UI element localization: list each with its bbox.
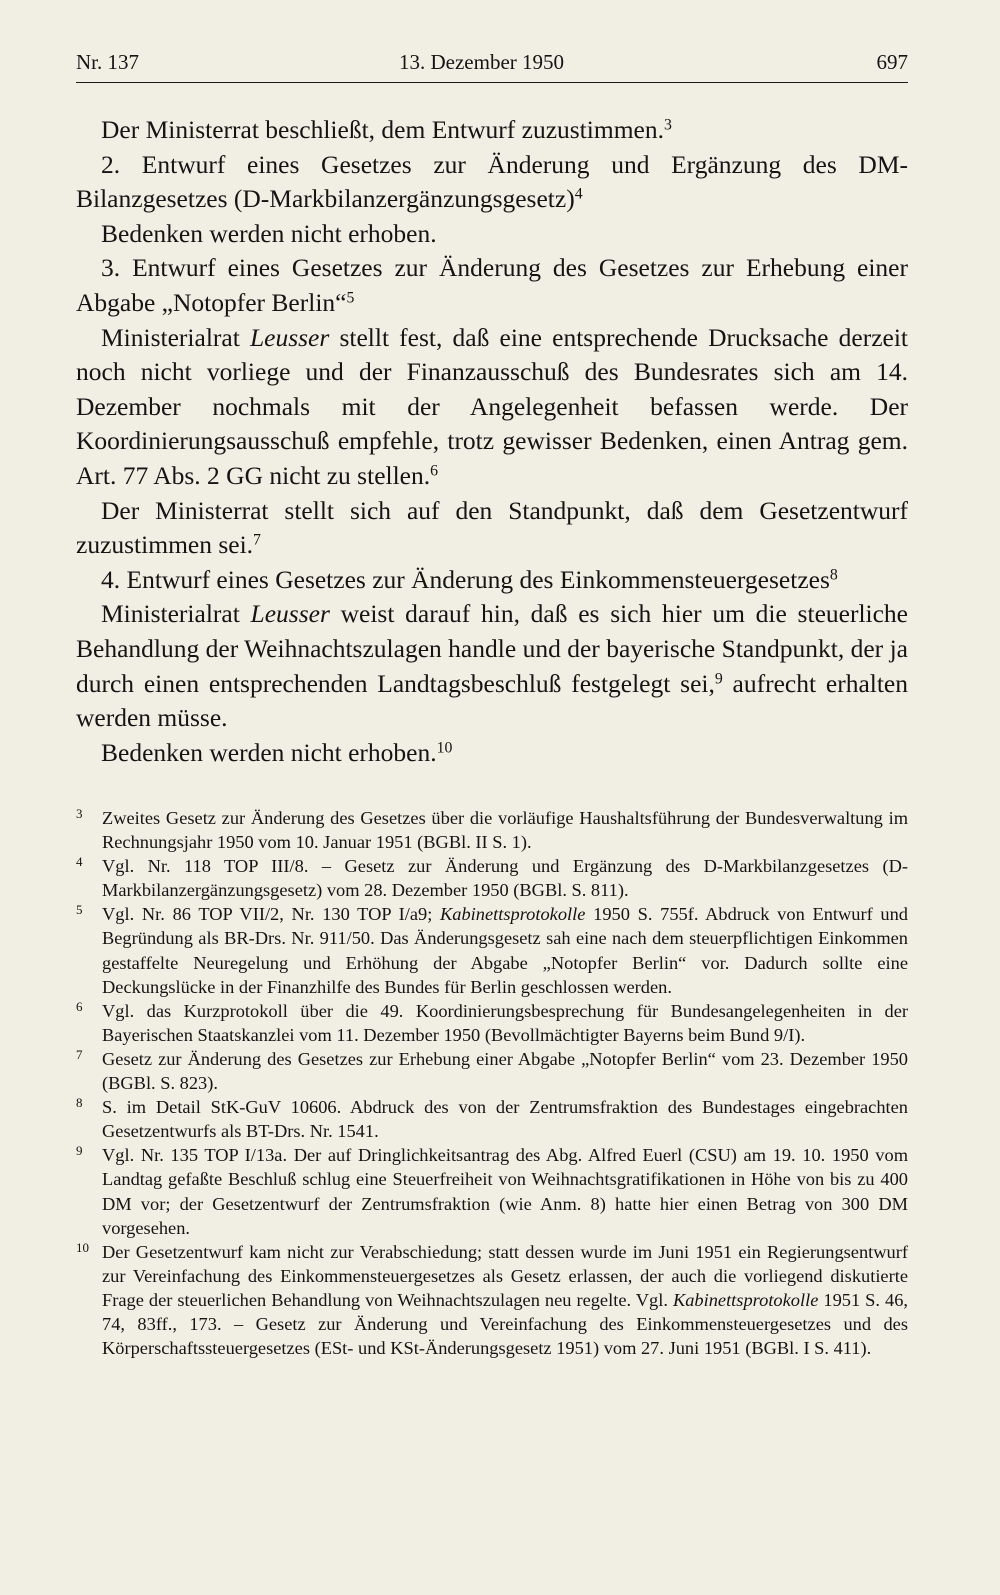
- main-text: [76, 113, 908, 770]
- footnote-4: 4 Vgl. Nr. 118 TOP III/8. – Gesetz zur Änderung und Ergänzung des D-Markbilanzgesetzes (D-Markbilanzergänzungsgesetz) vom 28. Dezember 1950 (BGBl. S. 811).: [76, 854, 908, 901]
- paragraph-resolution-2: Der Ministerrat stellt sich auf den Standpunkt, daß dem Gesetzentwurf zuzustimmen sei.$^7$: [76, 495, 908, 560]
- paragraph-leusser-2: Ministerialrat Leusser weist darauf hin, daß es sich hier um die steuerliche Behandlung der Weihnachtszulagen handle und der bayerische Standpunkt, der ja durch einen entsprechenden Landtagsbeschluß festgelegt sei,$^9$ aufrecht erhalten werden müsse.: [76, 599, 908, 733]
- footnote-ref: 7: [253, 531, 261, 549]
- footnote-6: 6 Vgl. das Kurzprotokoll über die 49. Koordinierungsbesprechung für Bundesangelegenheiten in der Bayerischen Staatskanzlei vom 11. Dezember 1950 (Bevollmächtigter Bayerns beim Bund 9/I).: [76, 998, 908, 1045]
- footnote-3: 3 Zweites Gesetz zur Änderung des Gesetzes über die vorläufige Haushaltsführung der Bundesverwaltung im Rechnungsjahr 1950 vom 10. Januar 1951 (BGBl. II S. 1).: [76, 806, 908, 853]
- footnote-ref: 9: [714, 669, 723, 687]
- paragraph-resolution-1: Der Ministerrat beschließt, dem Entwurf zuzustimmen.$^3$: [101, 115, 672, 144]
- publication-title: Kabinettsprotokolle: [672, 1289, 819, 1310]
- document-date: 13. Dezember 1950: [399, 50, 565, 74]
- footnote-ref: 8: [829, 566, 838, 584]
- header-rule: [76, 82, 908, 83]
- agenda-item-2: 2. Entwurf eines Gesetzes zur Änderung und Ergänzung des DM-Bilanzgesetzes (D-Markbilanzergänzungsgesetz)$^4$: [76, 149, 908, 214]
- person-name: Leusser: [249, 322, 330, 352]
- person-name: Leusser: [250, 599, 330, 629]
- footnote-8: 8 S. im Detail StK-GuV 10606. Abdruck des von der Zentrumsfraktion des Bundestages eingebrachten Gesetzentwurfs als BT-Drs. Nr. 1541.: [76, 1095, 908, 1142]
- footnotes: [76, 806, 908, 1360]
- running-header: [76, 50, 908, 78]
- publication-title: Kabinettsprotokolle: [440, 904, 586, 925]
- footnote-ref: 5: [346, 289, 355, 307]
- paragraph-leusser-1: Ministerialrat Leusser stellt fest, daß eine entsprechende Drucksache derzeit noch nicht vorliege und der Finanzausschuß des Bundesrates sich am 14. Dezember nochmals mit der Angelegenheit befassen werde. Der Koordinierungsausschuß empfehle, trotz gewisser Bedenken, einen Antrag gem. Art. 77 Abs. 2 GG nicht zu stellen.$^6$: [76, 322, 908, 490]
- footnote-7: 7 Gesetz zur Änderung des Gesetzes zur Erhebung einer Abgabe „Notopfer Berlin“ vom 23. Dezember 1950 (BGBl. S. 823).: [76, 1046, 908, 1094]
- footnote-ref: 10: [436, 739, 453, 756]
- footnote-10: 10 Der Gesetzentwurf kam nicht zur Verabschiedung; statt dessen wurde im Juni 1951 ein Regierungsentwurf zur Vereinfachung des Einkommensteuergesetzes als Gesetz erlassen, der auch die vorliegend diskutierte Frage der steuerlichen Behandlung von Weihnachtszulagen neu regelte. Vgl. Kabinettsprotokolle 1951 S. 46, 74, 83ff., 173. – Gesetz zur Änderung und Vereinfachung des Einkommensteuergesetzes und des Körperschaftssteuergesetzes (ESt- und KSt-Änderungsgesetz 1951) vom 27. Juni 1951 (BGBl. I S. 411).: [76, 1239, 908, 1359]
- paragraph-no-objections-2: Bedenken werden nicht erhoben.$^{10}$: [101, 737, 453, 767]
- footnote-9: 9 Vgl. Nr. 135 TOP I/13a. Der auf Dringlichkeitsantrag des Abg. Alfred Euerl (CSU) am 19. 10. 1950 vom Landtag gefaßte Beschluß schlug eine Steuerfreiheit von Weihnachtsgratifikationen in Höhe von bis zu 400 DM vor; der Gesetzentwurf der Zentrumsfraktion (wie Anm. 8) hatte hier einen Betrag von 300 DM vorgesehen.: [76, 1143, 908, 1238]
- footnote-ref: 4: [574, 185, 583, 203]
- footnote-5: 5 Vgl. Nr. 86 TOP VII/2, Nr. 130 TOP I/a9; Kabinettsprotokolle 1950 S. 755f. Abdruck von Entwurf und Begründung als BR-Drs. Nr. 911/50. Das Änderungsgesetz sah eine nach dem steuerpflichtigen Einkommen gestaffelte Neuregelung und Erhöhung der Abgabe „Notopfer Berlin“ vor. Dadurch sollte eine Deckungslücke in der Finanzhilfe des Bundes für Berlin geschlossen werden.: [76, 902, 909, 997]
- footnote-ref: 3: [663, 116, 672, 134]
- document-number: Nr. 137: [76, 50, 139, 74]
- paragraph-no-objections-1: Bedenken werden nicht erhoben.: [101, 218, 437, 248]
- agenda-item-3: 3. Entwurf eines Gesetzes zur Änderung des Gesetzes zur Erhebung einer Abgabe „Notopfer Berlin“$^5$: [76, 253, 908, 317]
- page-number: 697: [876, 50, 908, 74]
- footnote-ref: 6: [430, 462, 439, 480]
- agenda-item-4: 4. Entwurf eines Gesetzes zur Änderung des Einkommensteuergesetzes$^8$: [101, 564, 838, 594]
